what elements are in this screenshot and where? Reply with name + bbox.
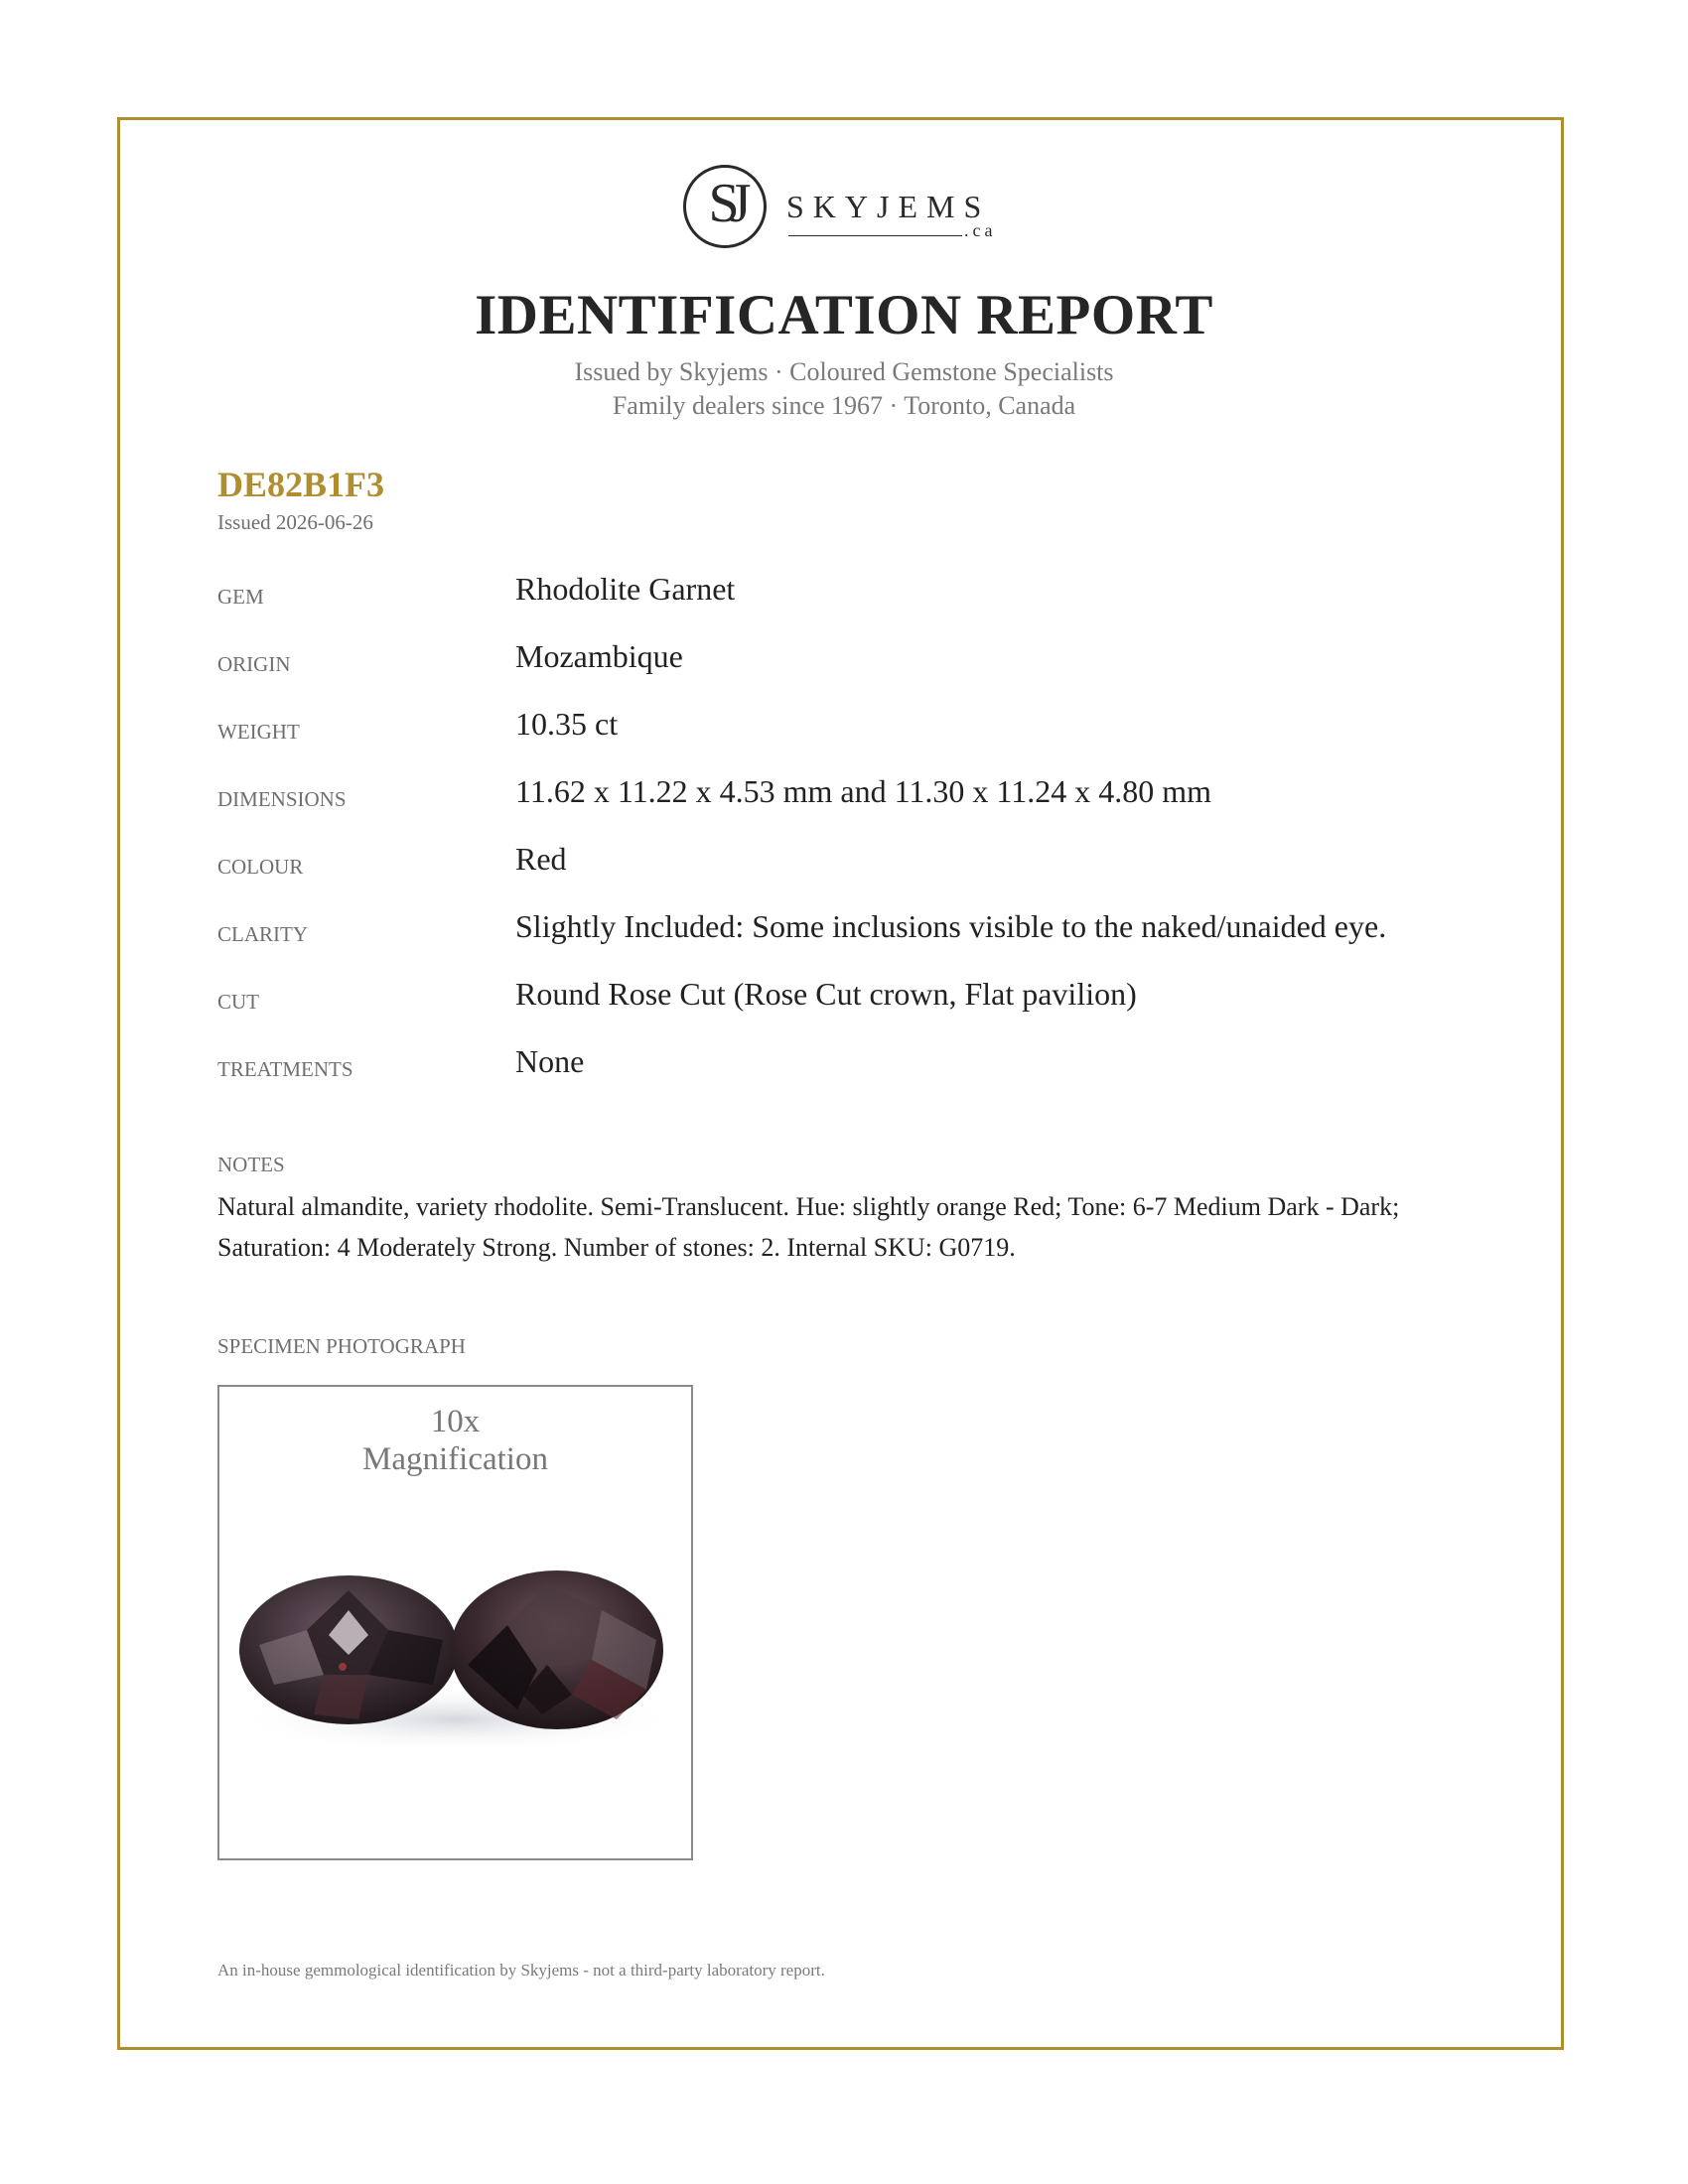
field-row-gem — [217, 571, 1469, 638]
field-row-cut — [217, 976, 1469, 1043]
field-label: GEM — [217, 585, 264, 609]
field-label: DIMENSIONS — [217, 787, 347, 811]
field-value: Slightly Included: Some inclusions visible to the naked/unaided eye. — [515, 908, 1387, 944]
field-label: COLOUR — [217, 855, 304, 879]
field-value: Mozambique — [515, 638, 683, 674]
specimen-photograph — [217, 1385, 693, 1860]
magnification-level: 10x — [430, 1404, 481, 1439]
photo-heading: SPECIMEN PHOTOGRAPH — [217, 1334, 466, 1358]
field-value: 10.35 ct — [515, 706, 619, 742]
field-row-origin — [217, 638, 1469, 706]
gemstone-pair-image — [219, 1536, 691, 1784]
field-row-dimensions — [217, 773, 1469, 841]
logo-tld: .ca — [964, 220, 997, 240]
field-value: Red — [515, 841, 567, 877]
field-label: CLARITY — [217, 922, 308, 946]
logo-wordmark: SKYJEMS — [786, 189, 991, 224]
field-label: WEIGHT — [217, 720, 300, 744]
notes-text: Natural almandite, variety rhodolite. Semi-Translucent. Hue: slightly orange Red; Tone: 6-7 Medium Dark - Dark; Saturation: 4 Moderately Strong. Number of stones: 2. Internal SKU: G0719. — [217, 1192, 1400, 1262]
logo-monogram: SJ — [708, 173, 742, 234]
gem-details — [217, 571, 1469, 1111]
report-subtitle-location: Family dealers since 1967 · Toronto, Canada — [612, 391, 1076, 420]
field-value: None — [515, 1043, 585, 1079]
field-label: TREATMENTS — [217, 1057, 353, 1081]
field-row-weight — [217, 706, 1469, 773]
field-label: ORIGIN — [217, 652, 291, 676]
disclaimer: An in-house gemmological identification by Skyjems - not a third-party laboratory report. — [217, 1961, 825, 1979]
field-row-clarity — [217, 908, 1469, 976]
magnification-label: Magnification — [362, 1441, 548, 1477]
report-id: DE82B1F3 — [217, 465, 385, 504]
field-value: Round Rose Cut (Rose Cut crown, Flat pavilion) — [515, 976, 1137, 1012]
left-gemstone — [239, 1575, 458, 1724]
right-gemstone — [451, 1570, 663, 1729]
skyjems-logo — [680, 161, 1008, 260]
notes-heading: NOTES — [217, 1153, 285, 1176]
report-title: IDENTIFICATION REPORT — [475, 284, 1213, 346]
report-subtitle-issuer: Issued by Skyjems · Coloured Gemstone Specialists — [574, 357, 1114, 386]
field-value: Rhodolite Garnet — [515, 571, 736, 607]
field-row-treatments — [217, 1043, 1469, 1111]
logo-divider — [788, 235, 962, 236]
field-label: CUT — [217, 990, 259, 1014]
field-row-colour — [217, 841, 1469, 908]
issue-date: Issued 2026-06-26 — [217, 510, 373, 534]
field-value: 11.62 x 11.22 x 4.53 mm and 11.30 x 11.24 x 4.80 mm — [515, 773, 1212, 809]
